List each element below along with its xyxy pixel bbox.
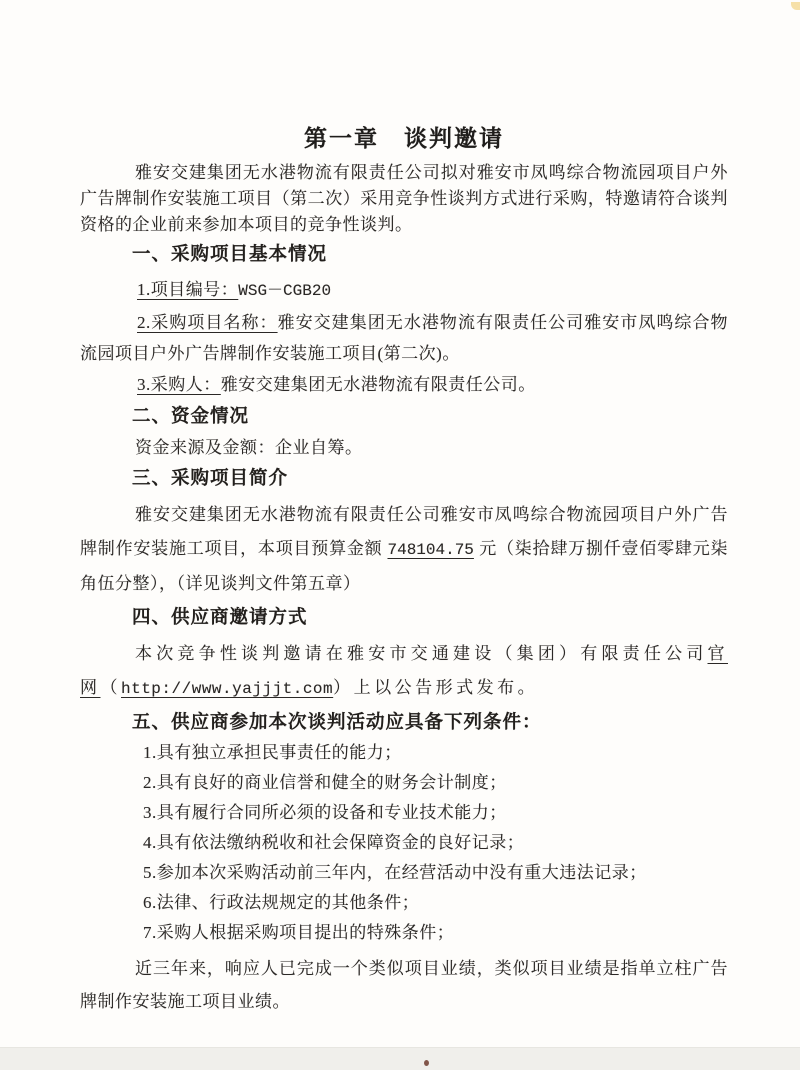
paren-close: ）	[333, 678, 354, 697]
project-brief-text-after: 元（柒拾肆万捌仟壹佰零肆元柒角伍分整），（详见谈判文件第五章）	[80, 539, 729, 593]
section-heading-project-brief: 三、采购项目简介	[132, 467, 289, 488]
funding-source-line: 资金来源及金额：企业自筹。	[135, 438, 363, 457]
official-website-label: 官网	[80, 644, 728, 697]
scan-speck	[424, 1060, 429, 1066]
section-heading-supplier-conditions: 五、供应商参加本次谈判活动应具备下列条件：	[132, 711, 542, 732]
section-heading-funding: 二、资金情况	[132, 405, 250, 426]
condition-item-6: 6.法律、行政法规规定的其他条件；	[143, 893, 420, 912]
project-number-value: WSG－CGB20	[238, 282, 332, 300]
similar-performance-paragraph: 近三年来，响应人已完成一个类似项目业绩，类似项目业绩是指单立柱广告牌制作安装施工项目业绩。	[80, 959, 728, 1011]
chapter-title: 第一章 谈判邀请	[304, 125, 504, 151]
condition-item-3: 3.具有履行合同所必须的设备和专业技术能力；	[143, 803, 507, 822]
condition-item-7: 7.采购人根据采购项目提出的特殊条件；	[143, 923, 455, 942]
section-heading-invitation-method: 四、供应商邀请方式	[132, 606, 308, 627]
project-name-value: 雅安交建集团无水港物流有限责任公司雅安市凤鸣综合物流园项目户外广告牌制作安装施工项目(第二次)。	[80, 313, 728, 363]
project-number-line	[80, 274, 728, 307]
invitation-text-after: 上以公告形式发布。	[353, 678, 539, 697]
invitation-method-paragraph	[80, 637, 728, 706]
condition-item-5: 5.参加本次采购活动前三年内，在经营活动中没有重大违法记录；	[143, 863, 647, 882]
section-heading-basic-info: 一、采购项目基本情况	[132, 243, 328, 264]
project-number-label: 1.项目编号：	[137, 280, 239, 299]
budget-amount: 748104.75	[387, 541, 474, 559]
project-name-label: 2.采购项目名称：	[137, 313, 278, 332]
invitation-text-before: 本次竞争性谈判邀请在雅安市交通建设（集团）有限责任公司	[135, 644, 708, 663]
condition-item-4: 4.具有依法缴纳税收和社会保障资金的良好记录；	[143, 833, 525, 852]
project-brief-text-before: 雅安交建集团无水港物流有限责任公司雅安市凤鸣综合物流园项目户外广告牌制作安装施工项目，本项目预算金额	[80, 505, 728, 558]
official-website-url: http://www.yajjjt.com	[121, 680, 334, 698]
purchaser-line	[80, 369, 728, 400]
condition-item-1: 1.具有独立承担民事责任的能力；	[143, 743, 402, 762]
intro-paragraph: 雅安交建集团无水港物流有限责任公司拟对雅安市凤鸣综合物流园项目户外广告牌制作安装施工项目（第二次）采用竞争性谈判方式进行采购，特邀请符合谈判资格的企业前来参加本项目的竞争性谈判。	[80, 163, 728, 234]
condition-item-2: 2.具有良好的商业信誉和健全的财务会计制度；	[143, 773, 507, 792]
purchaser-value: 雅安交建集团无水港物流有限责任公司。	[220, 375, 536, 394]
scan-bottom-band	[0, 1047, 800, 1070]
project-brief-paragraph	[80, 498, 728, 601]
purchaser-label: 3.采购人：	[137, 375, 221, 394]
paren-open: （	[100, 678, 121, 697]
project-name-line	[80, 307, 728, 369]
